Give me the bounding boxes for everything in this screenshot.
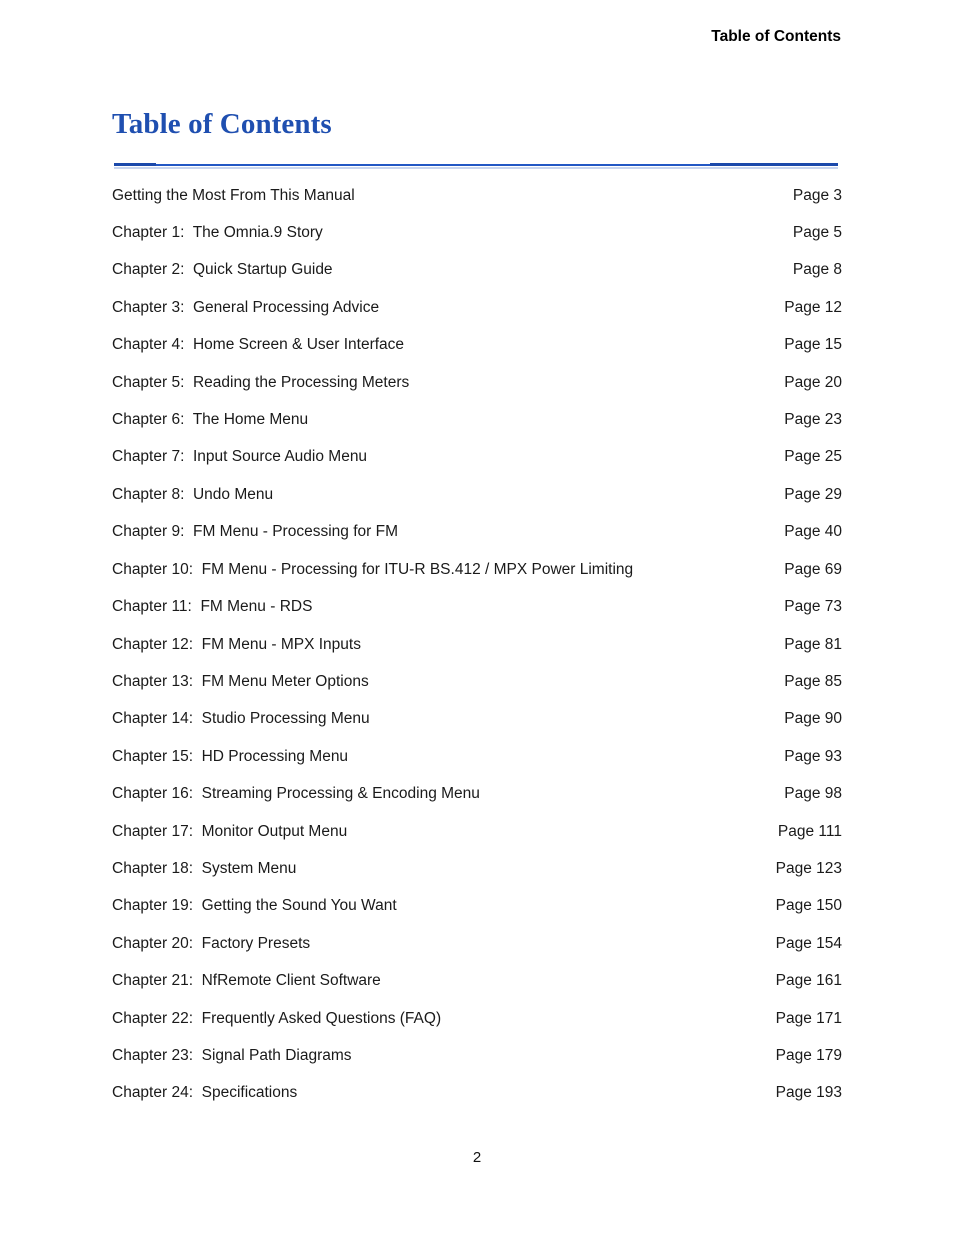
toc-entry-label: Chapter 19: Getting the Sound You Want [112,897,397,914]
toc-entry-page: Page 5 [792,224,842,241]
toc-entry-page: Page 69 [784,561,842,578]
toc-entry[interactable] [112,222,842,244]
toc-entry-page: Page 154 [775,935,842,952]
toc-entry[interactable] [112,297,842,319]
toc-entry-page: Page 29 [784,486,842,503]
toc-entry-page: Page 90 [784,710,842,727]
toc-entry[interactable] [112,446,842,468]
toc-entry[interactable] [112,559,842,581]
toc-entry[interactable] [112,1082,842,1104]
toc-entry-label: Chapter 11: FM Menu - RDS [112,598,313,615]
toc-entry[interactable] [112,708,842,730]
toc-entry[interactable] [112,596,842,618]
toc-entry-label: Chapter 16: Streaming Processing & Encoding Menu [112,785,480,802]
toc-entry-page: Page 3 [792,187,842,204]
toc-entry[interactable] [112,933,842,955]
toc-entry-page: Page 20 [784,374,842,391]
toc-entry[interactable] [112,409,842,431]
toc-entry-page: Page 111 [777,823,842,840]
toc-entry[interactable] [112,821,842,843]
toc-entry-label: Chapter 18: System Menu [112,860,297,877]
toc-entry-page: Page 73 [784,598,842,615]
toc-entry-label: Getting the Most From This Manual [112,187,355,204]
toc-entry[interactable] [112,671,842,693]
toc-entry[interactable] [112,259,842,281]
toc-entry-page: Page 123 [775,860,842,877]
toc-entry-page: Page 12 [784,299,842,316]
toc-entry-page: Page 98 [784,785,842,802]
toc-entry-page: Page 85 [784,673,842,690]
page-number: 2 [472,1149,482,1166]
toc-entry-label: Chapter 10: FM Menu - Processing for ITU-R BS.412 / MPX Power Limiting [112,561,634,578]
toc-entry-label: Chapter 8: Undo Menu [112,486,274,503]
toc-entry-page: Page 161 [775,972,842,989]
toc-entry-label: Chapter 14: Studio Processing Menu [112,710,370,727]
running-header: Table of Contents [711,28,841,45]
toc-entry-page: Page 15 [784,336,842,353]
toc-entry-label: Chapter 23: Signal Path Diagrams [112,1047,352,1064]
title-rule-shadow-line [114,167,838,169]
toc-entry[interactable] [112,1008,842,1030]
toc-entry-page: Page 81 [784,636,842,653]
toc-entry[interactable] [112,783,842,805]
toc-entry-page: Page 25 [784,448,842,465]
toc-entry[interactable] [112,1045,842,1067]
toc-entry-page: Page 150 [775,897,842,914]
toc-entry-label: Chapter 24: Specifications [112,1084,298,1101]
toc-entry-label: Chapter 15: HD Processing Menu [112,748,349,765]
toc-entry[interactable] [112,484,842,506]
toc-entry-label: Chapter 6: The Home Menu [112,411,309,428]
toc-entry-page: Page 193 [775,1084,842,1101]
toc-entry[interactable] [112,895,842,917]
toc-entry-page: Page 8 [792,261,842,278]
toc-entry-label: Chapter 5: Reading the Processing Meters [112,374,410,391]
toc-entry-label: Chapter 20: Factory Presets [112,935,311,952]
toc-entry-label: Chapter 7: Input Source Audio Menu [112,448,368,465]
toc-entry-label: Chapter 12: FM Menu - MPX Inputs [112,636,361,653]
toc-entry[interactable] [112,970,842,992]
toc-entry-label: Chapter 4: Home Screen & User Interface [112,336,405,353]
toc-entry-page: Page 40 [784,523,842,540]
toc-entry-page: Page 93 [784,748,842,765]
toc-entry-label: Chapter 21: NfRemote Client Software [112,972,381,989]
toc-entry-page: Page 23 [784,411,842,428]
toc-entry[interactable] [112,634,842,656]
toc-entry-label: Chapter 17: Monitor Output Menu [112,823,348,840]
title-rule-left-cap [114,163,156,166]
toc-entry[interactable] [112,372,842,394]
toc-entry[interactable] [112,521,842,543]
toc-entry-label: Chapter 3: General Processing Advice [112,299,380,316]
title-rule [114,163,838,169]
toc-entry-page: Page 171 [775,1010,842,1027]
toc-entry-label: Chapter 9: FM Menu - Processing for FM [112,523,398,540]
toc-entry-label: Chapter 13: FM Menu Meter Options [112,673,369,690]
toc-entry-label: Chapter 1: The Omnia.9 Story [112,224,323,241]
toc-entry[interactable] [112,746,842,768]
toc-entry-label: Chapter 22: Frequently Asked Questions (FAQ) [112,1010,442,1027]
toc-entry[interactable] [112,185,842,207]
toc-entry[interactable] [112,334,842,356]
title-rule-right-cap [710,163,838,166]
toc-entry[interactable] [112,858,842,880]
toc-entry-page: Page 179 [775,1047,842,1064]
page-title: Table of Contents [112,108,332,140]
toc-entry-label: Chapter 2: Quick Startup Guide [112,261,333,278]
